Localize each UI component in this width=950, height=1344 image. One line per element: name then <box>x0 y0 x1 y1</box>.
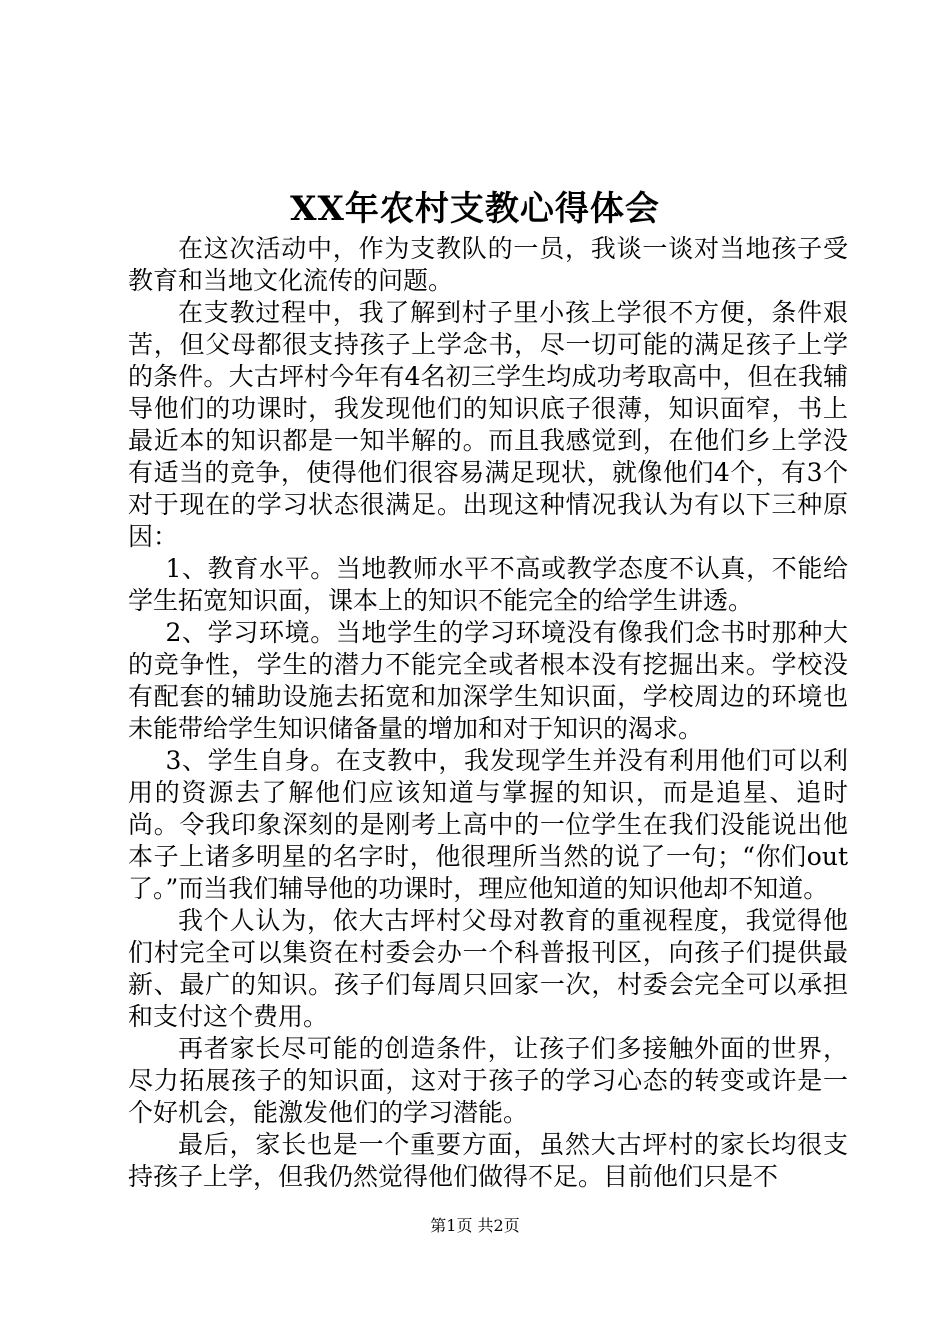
paragraph-reason-2: 2、学习环境。当地学生的学习环境没有像我们念书时那种大的竞争性，学生的潜力不能完全或者根本没有挖掘出来。学校没有配套的辅助设施去拓宽和加深学生知识面，学校周边的环境也未能带给学生知识储备量的增加和对于知识的渴求。 <box>128 618 848 743</box>
page-number-footer: 第1页 共2页 <box>430 1216 520 1235</box>
paragraph-suggestion: 我个人认为，依大古坪村父母对教育的重视程度，我觉得他们村完全可以集资在村委会办一个科普报刊区，向孩子们提供最新、最广的知识。孩子们每周只回家一次，村委会完全可以承担和支付这个费用。 <box>128 906 848 1031</box>
paragraph-parents-effort: 再者家长尽可能的创造条件，让孩子们多接触外面的世界，尽力拓展孩子的知识面，这对于孩子的学习心态的转变或许是一个好机会，能激发他们的学习潜能。 <box>128 1034 848 1127</box>
paragraph-process: 在支教过程中，我了解到村子里小孩上学很不方便，条件艰苦，但父母都很支持孩子上学念书，尽一切可能的满足孩子上学的条件。大古坪村今年有4名初三学生均成功考取高中，但在我辅导他们的功课时，我发现他们的知识底子很薄，知识面窄，书上最近本的知识都是一知半解的。而且我感觉到，在他们乡上学没有适当的竞争，使得他们很容易满足现状，就像他们4个，有3个对于现在的学习状态很满足。出现这种情况我认为有以下三种原因： <box>128 298 848 551</box>
paragraph-finally: 最后，家长也是一个重要方面，虽然大古坪村的家长均很支持孩子上学，但我仍然觉得他们做得不足。目前他们只是不 <box>128 1130 848 1191</box>
paragraph-reason-3: 3、学生自身。在支教中，我发现学生并没有利用他们可以利用的资源去了解他们应该知道与掌握的知识，而是追星、追时尚。令我印象深刻的是刚考上高中的一位学生在我们没能说出他本子上诸多明星的名字时，他很理所当然的说了一句；“你们out了。”而当我们辅导他的功课时，理应他知道的知识他却不知道。 <box>128 746 848 903</box>
paragraph-intro: 在这次活动中，作为支教队的一员，我谈一谈对当地孩子受教育和当地文化流传的问题。 <box>128 234 848 295</box>
document-body <box>128 233 848 1193</box>
paragraph-reason-1: 1、教育水平。当地教师水平不高或教学态度不认真，不能给学生拓宽知识面，课本上的知识不能完全的给学生讲透。 <box>128 554 848 615</box>
document-title: XX年农村支教心得体会 <box>290 189 660 229</box>
